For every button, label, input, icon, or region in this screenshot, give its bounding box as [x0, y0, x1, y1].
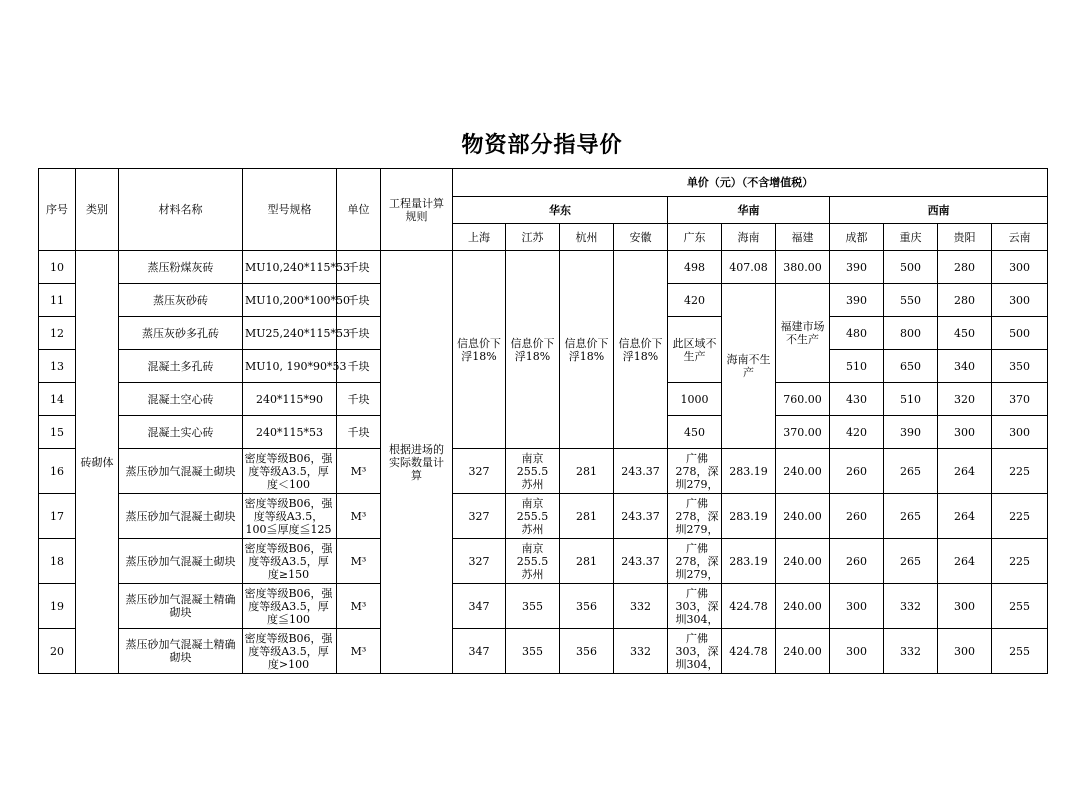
table-row [39, 629, 1048, 674]
cell-guiyang: 280 [938, 251, 992, 284]
cell-seq: 19 [39, 584, 76, 629]
cell-guangdong: 广佛303，深圳304， [668, 584, 722, 629]
page-title: 物资部分指导价 [461, 133, 623, 158]
cell-name: 混凝土实心砖 [119, 416, 243, 449]
table-row [39, 584, 1048, 629]
cell-name: 蒸压砂加气混凝土精确砌块 [119, 584, 243, 629]
cell-chongqing: 265 [884, 494, 938, 539]
cell-name: 蒸压砂加气混凝土砌块 [119, 539, 243, 584]
cell-spec: 密度等级B06，强度等级A3.5，厚度≥150 [243, 539, 337, 584]
region-east: 华东 [453, 197, 668, 224]
cell-spec: 240*115*53 [243, 416, 337, 449]
cell-chongqing: 332 [884, 629, 938, 674]
cell-spec: MU10, 190*90*53 [243, 350, 337, 383]
cell-spec: 密度等级B06，强度等级A3.5，厚度＜100 [243, 449, 337, 494]
city-header: 福建 [776, 224, 830, 251]
cell-seq: 16 [39, 449, 76, 494]
cell-name: 蒸压灰砂砖 [119, 284, 243, 317]
cell-chengdu: 480 [830, 317, 884, 350]
cell-yunnan: 370 [992, 383, 1048, 416]
cell-name: 蒸压砂加气混凝土砌块 [119, 449, 243, 494]
cell-unit: 千块 [337, 383, 381, 416]
header-rule: 工程量计算规则 [381, 169, 453, 251]
city-header: 成都 [830, 224, 884, 251]
table-row [39, 251, 1048, 284]
cell-hangzhou-merged: 信息价下浮18% [560, 251, 614, 449]
cell-yunnan: 255 [992, 584, 1048, 629]
cell-category: 砖砌体 [76, 251, 119, 674]
city-header: 上海 [453, 224, 506, 251]
cell-chengdu: 420 [830, 416, 884, 449]
cell-chongqing: 500 [884, 251, 938, 284]
cell-seq: 10 [39, 251, 76, 284]
header-price-group: 单价（元）（不含增值税） [453, 169, 1048, 197]
cell-shanghai: 327 [453, 449, 506, 494]
cell-unit: M³ [337, 539, 381, 584]
cell-yunnan: 255 [992, 629, 1048, 674]
cell-name: 蒸压砂加气混凝土砌块 [119, 494, 243, 539]
cell-name: 混凝土空心砖 [119, 383, 243, 416]
cell-spec: MU10,200*100*50 [243, 284, 337, 317]
cell-yunnan: 300 [992, 416, 1048, 449]
cell-hainan: 424.78 [722, 584, 776, 629]
cell-guiyang: 264 [938, 449, 992, 494]
cell-jiangsu: 南京255.5苏州 [506, 449, 560, 494]
cell-seq: 14 [39, 383, 76, 416]
cell-hangzhou: 356 [560, 629, 614, 674]
cell-seq: 17 [39, 494, 76, 539]
city-header: 海南 [722, 224, 776, 251]
cell-yunnan: 300 [992, 284, 1048, 317]
cell-fujian: 380.00 [776, 251, 830, 284]
cell-hainan: 407.08 [722, 251, 776, 284]
cell-name: 蒸压粉煤灰砖 [119, 251, 243, 284]
cell-chongqing: 390 [884, 416, 938, 449]
cell-fujian: 240.00 [776, 539, 830, 584]
cell-guangdong: 广佛278，深圳279， [668, 449, 722, 494]
cell-unit: M³ [337, 584, 381, 629]
cell-hainan: 283.19 [722, 539, 776, 584]
cell-chongqing: 332 [884, 584, 938, 629]
city-header: 杭州 [560, 224, 614, 251]
cell-hainan-merged: 海南不生产 [722, 284, 776, 449]
cell-anhui: 243.37 [614, 539, 668, 584]
cell-spec: MU10,240*115*53 [243, 251, 337, 284]
cell-shanghai: 327 [453, 494, 506, 539]
cell-hainan: 283.19 [722, 494, 776, 539]
cell-chengdu: 390 [830, 284, 884, 317]
price-table [38, 168, 1048, 674]
cell-jiangsu: 南京255.5苏州 [506, 539, 560, 584]
cell-anhui: 243.37 [614, 449, 668, 494]
cell-unit: 千块 [337, 416, 381, 449]
cell-fujian: 240.00 [776, 584, 830, 629]
cell-hainan: 283.19 [722, 449, 776, 494]
cell-hainan: 424.78 [722, 629, 776, 674]
cell-guangdong: 广佛278，深圳279， [668, 539, 722, 584]
table-row [39, 539, 1048, 584]
cell-guangdong: 420 [668, 284, 722, 317]
cell-hangzhou: 281 [560, 539, 614, 584]
cell-unit: 千块 [337, 350, 381, 383]
cell-yunnan: 225 [992, 449, 1048, 494]
cell-guiyang: 264 [938, 539, 992, 584]
cell-fujian: 240.00 [776, 629, 830, 674]
cell-guiyang: 300 [938, 629, 992, 674]
cell-name: 蒸压砂加气混凝土精确砌块 [119, 629, 243, 674]
region-southwest: 西南 [830, 197, 1048, 224]
cell-hangzhou: 356 [560, 584, 614, 629]
cell-chongqing: 265 [884, 449, 938, 494]
cell-shanghai: 347 [453, 584, 506, 629]
city-header: 江苏 [506, 224, 560, 251]
cell-chengdu: 260 [830, 494, 884, 539]
cell-guiyang: 340 [938, 350, 992, 383]
cell-guangdong: 广佛303，深圳304， [668, 629, 722, 674]
cell-anhui: 332 [614, 584, 668, 629]
cell-guangdong: 广佛278，深圳279， [668, 494, 722, 539]
cell-spec: 密度等级B06，强度等级A3.5，厚度>100 [243, 629, 337, 674]
cell-seq: 18 [39, 539, 76, 584]
cell-seq: 20 [39, 629, 76, 674]
cell-hangzhou: 281 [560, 449, 614, 494]
cell-guangdong: 498 [668, 251, 722, 284]
cell-yunnan: 500 [992, 317, 1048, 350]
cell-name: 蒸压灰砂多孔砖 [119, 317, 243, 350]
cell-rule: 根据进场的实际数量计算 [381, 251, 453, 674]
cell-name: 混凝土多孔砖 [119, 350, 243, 383]
cell-jiangsu: 南京255.5苏州 [506, 494, 560, 539]
cell-chongqing: 800 [884, 317, 938, 350]
cell-anhui-merged: 信息价下浮18% [614, 251, 668, 449]
cell-yunnan: 350 [992, 350, 1048, 383]
cell-guiyang: 320 [938, 383, 992, 416]
cell-spec: 密度等级B06，强度等级A3.5，100≦厚度≦125 [243, 494, 337, 539]
cell-yunnan: 225 [992, 539, 1048, 584]
cell-unit: 千块 [337, 251, 381, 284]
cell-unit: M³ [337, 629, 381, 674]
cell-jiangsu: 355 [506, 584, 560, 629]
cell-guiyang: 450 [938, 317, 992, 350]
cell-fujian: 760.00 [776, 383, 830, 416]
cell-chongqing: 510 [884, 383, 938, 416]
cell-jiangsu: 355 [506, 629, 560, 674]
cell-fujian: 370.00 [776, 416, 830, 449]
cell-guangdong: 450 [668, 416, 722, 449]
cell-spec: 密度等级B06，强度等级A3.5，厚度≦100 [243, 584, 337, 629]
cell-fujian: 240.00 [776, 494, 830, 539]
cell-guiyang: 300 [938, 416, 992, 449]
cell-guiyang: 300 [938, 584, 992, 629]
cell-unit: M³ [337, 449, 381, 494]
header-spec: 型号规格 [243, 169, 337, 251]
city-header: 云南 [992, 224, 1048, 251]
cell-chengdu: 510 [830, 350, 884, 383]
cell-unit: M³ [337, 494, 381, 539]
cell-spec: MU25,240*115*53 [243, 317, 337, 350]
cell-chengdu: 300 [830, 629, 884, 674]
cell-seq: 13 [39, 350, 76, 383]
region-south: 华南 [668, 197, 830, 224]
cell-hangzhou: 281 [560, 494, 614, 539]
cell-chengdu: 260 [830, 539, 884, 584]
table-row [39, 449, 1048, 494]
cell-jiangsu-merged: 信息价下浮18% [506, 251, 560, 449]
cell-shanghai: 327 [453, 539, 506, 584]
cell-unit: 千块 [337, 317, 381, 350]
cell-fujian: 240.00 [776, 449, 830, 494]
cell-guiyang: 264 [938, 494, 992, 539]
header-name: 材料名称 [119, 169, 243, 251]
cell-chengdu: 430 [830, 383, 884, 416]
cell-chongqing: 265 [884, 539, 938, 584]
cell-shanghai: 347 [453, 629, 506, 674]
header-unit: 单位 [337, 169, 381, 251]
city-header: 安徽 [614, 224, 668, 251]
table-row [39, 494, 1048, 539]
cell-chongqing: 550 [884, 284, 938, 317]
city-header: 广东 [668, 224, 722, 251]
cell-chengdu: 300 [830, 584, 884, 629]
cell-yunnan: 300 [992, 251, 1048, 284]
header-seq: 序号 [39, 169, 76, 251]
city-header: 贵阳 [938, 224, 992, 251]
cell-chongqing: 650 [884, 350, 938, 383]
cell-guiyang: 280 [938, 284, 992, 317]
cell-anhui: 332 [614, 629, 668, 674]
cell-guangdong: 1000 [668, 383, 722, 416]
cell-anhui: 243.37 [614, 494, 668, 539]
city-header: 重庆 [884, 224, 938, 251]
cell-chengdu: 260 [830, 449, 884, 494]
cell-yunnan: 225 [992, 494, 1048, 539]
header-row-1 [39, 169, 1048, 197]
cell-seq: 15 [39, 416, 76, 449]
cell-seq: 11 [39, 284, 76, 317]
cell-guangdong-merged: 此区域不生产 [668, 317, 722, 383]
header-category: 类别 [76, 169, 119, 251]
cell-seq: 12 [39, 317, 76, 350]
cell-spec: 240*115*90 [243, 383, 337, 416]
cell-unit: 千块 [337, 284, 381, 317]
cell-chengdu: 390 [830, 251, 884, 284]
cell-fujian-merged: 福建市场不生产 [776, 284, 830, 383]
cell-shanghai-merged: 信息价下浮18% [453, 251, 506, 449]
